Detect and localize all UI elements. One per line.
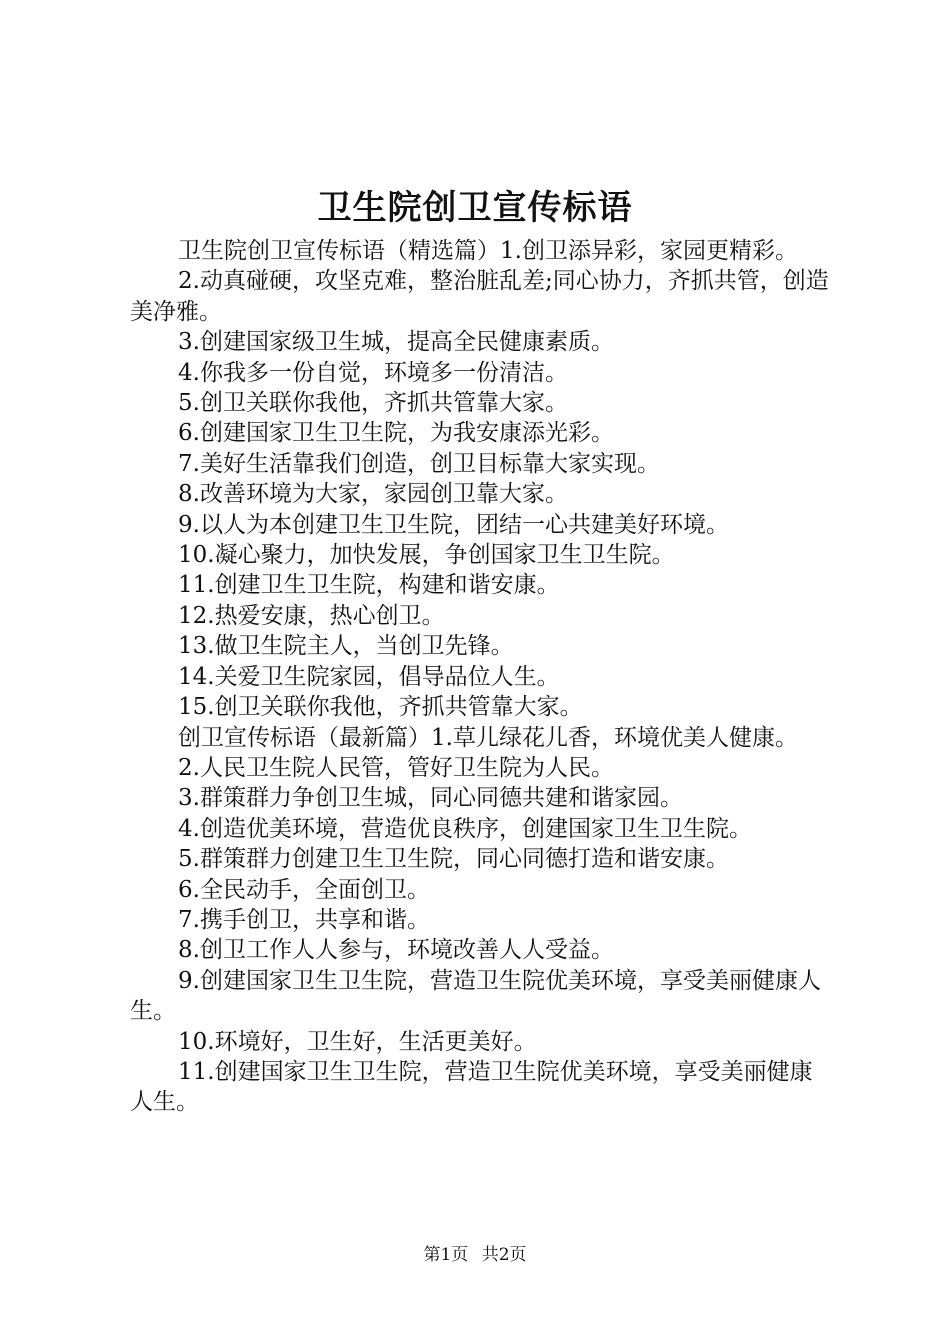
slogan-paragraph: 14.关爱卫生院家园，倡导品位人生。 <box>178 663 560 690</box>
slogan-paragraph: 4.你我多一份自觉，环境多一份清洁。 <box>178 359 568 386</box>
slogan-paragraph: 8.改善环境为大家，家园创卫靠大家。 <box>178 481 568 508</box>
document-body <box>130 236 830 1118</box>
slogan-paragraph: 13.做卫生院主人，当创卫先锋。 <box>178 633 514 660</box>
slogan-paragraph: 10.凝心聚力，加快发展，争创国家卫生卫生院。 <box>178 542 675 569</box>
slogan-paragraph: 7.携手创卫，共享和谐。 <box>178 906 430 933</box>
slogan-paragraph: 15.创卫关联你我他，齐抓共管靠大家。 <box>178 694 583 721</box>
slogan-paragraph: 4.创造优美环境，营造优良秩序，创建国家卫生卫生院。 <box>178 815 752 842</box>
slogan-paragraph: 3.群策群力争创卫生城，同心同德共建和谐家园。 <box>178 785 683 812</box>
slogan-paragraph: 8.创卫工作人人参与，环境改善人人受益。 <box>178 937 614 964</box>
slogan-paragraph: 2.人民卫生院人民管，管好卫生院为人民。 <box>178 754 614 781</box>
slogan-paragraph: 3.创建国家级卫生城，提高全民健康素质。 <box>178 329 614 356</box>
slogan-paragraph: 10.环境好，卫生好，生活更美好。 <box>178 1028 537 1055</box>
slogan-paragraph: 2.动真碰硬，攻坚克难，整治脏乱差;同心协力，齐抓共管，创造美净雅。 <box>130 268 829 325</box>
slogan-paragraph: 5.群策群力创建卫生卫生院，同心同德打造和谐安康。 <box>178 846 729 873</box>
slogan-paragraph: 12.热爱安康，热心创卫。 <box>178 602 445 629</box>
page-number: 第1页 <box>423 1245 469 1265</box>
slogan-paragraph: 7.美好生活靠我们创造，创卫目标靠大家实现。 <box>178 450 660 477</box>
slogan-paragraph: 5.创卫关联你我他，齐抓共管靠大家。 <box>178 390 568 417</box>
slogan-paragraph: 卫生院创卫宣传标语（精选篇）1.创卫添异彩，家园更精彩。 <box>178 238 798 264</box>
slogan-paragraph: 9.以人为本创建卫生卫生院，团结一心共建美好环境。 <box>178 511 729 538</box>
slogan-paragraph: 11.创建卫生卫生院，构建和谐安康。 <box>178 572 560 599</box>
slogan-paragraph: 6.全民动手，全面创卫。 <box>178 876 430 903</box>
slogan-paragraph: 6.创建国家卫生卫生院，为我安康添光彩。 <box>178 420 614 447</box>
page-total: 共2页 <box>481 1245 527 1265</box>
page-footer <box>0 1244 950 1266</box>
slogan-paragraph: 创卫宣传标语（最新篇）1.草儿绿花儿香，环境优美人健康。 <box>178 724 798 751</box>
document-title: 卫生院创卫宣传标语 <box>317 188 633 228</box>
slogan-paragraph: 9.创建国家卫生卫生院，营造卫生院优美环境，享受美丽健康人生。 <box>130 967 821 1025</box>
slogan-paragraph: 11.创建国家卫生卫生院，营造卫生院优美环境，享受美丽健康人生。 <box>130 1058 813 1116</box>
